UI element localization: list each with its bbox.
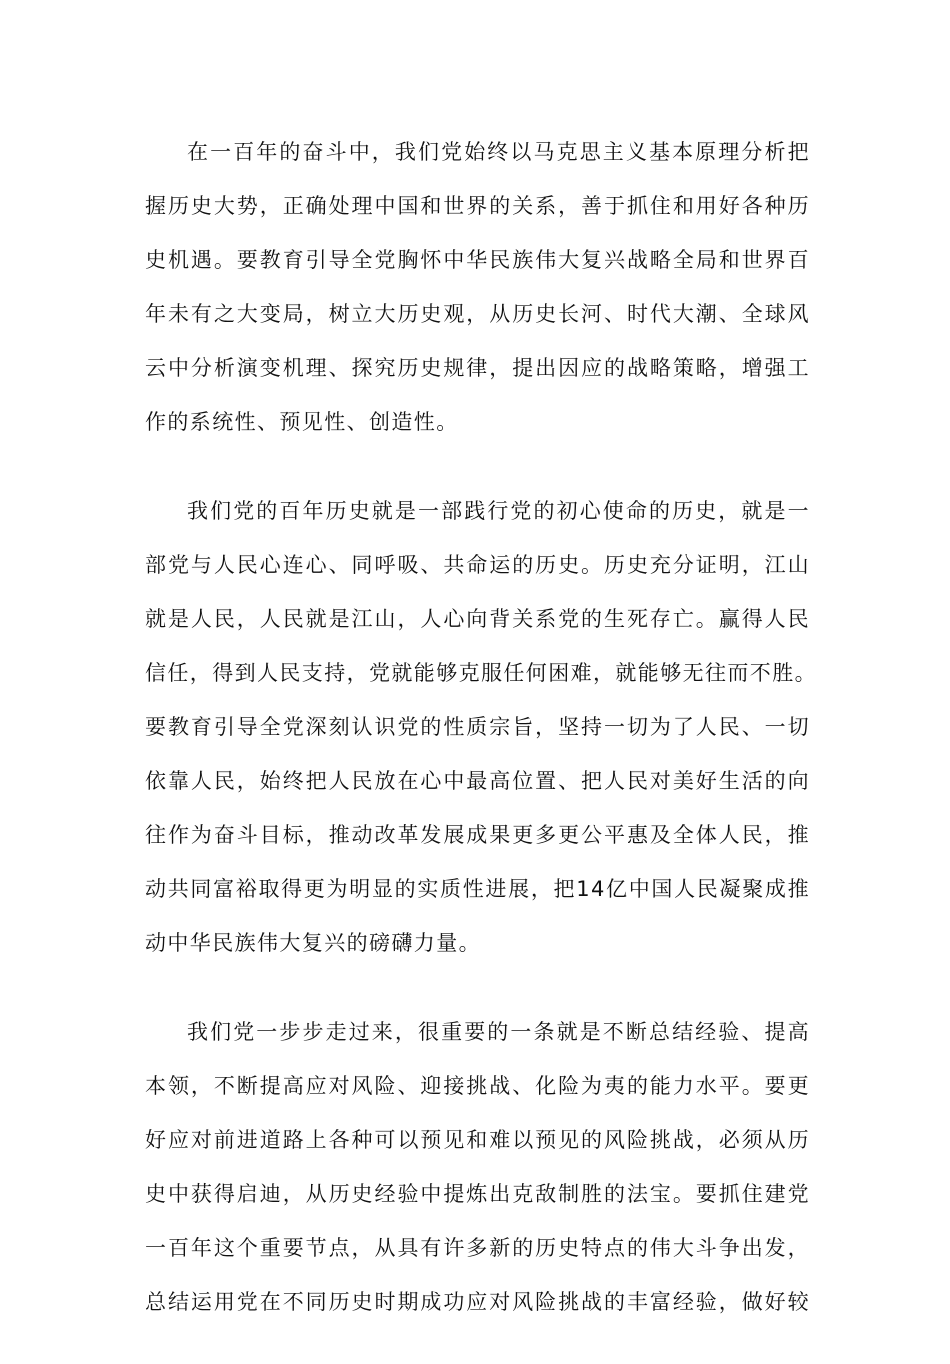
text-line: 要教育引导全党深刻认识党的性质宗旨，坚持一切为了人民、一切 <box>145 715 810 739</box>
paragraph-2 <box>145 484 817 970</box>
text-line: 史中获得启迪，从历史经验中提炼出克敌制胜的法宝。要抓住建党 <box>145 1182 810 1206</box>
text-line: 好应对前进道路上各种可以预见和难以预见的风险挑战，必须从历 <box>145 1128 810 1152</box>
paragraph-1 <box>145 125 810 449</box>
text-line: 信任，得到人民支持，党就能够克服任何困难，就能够无往而不胜。 <box>145 661 817 685</box>
text-line: 云中分析演变机理、探究历史规律，提出因应的战略策略，增强工 <box>145 356 810 380</box>
text-line: 部党与人民心连心、同呼吸、共命运的历史。历史充分证明，江山 <box>145 553 810 577</box>
text-line: 就是人民，人民就是江山，人心向背关系党的生死存亡。赢得人民 <box>145 607 810 631</box>
text-line: 我们党一步步走过来，很重要的一条就是不断总结经验、提高 <box>187 1020 810 1044</box>
text-line: 握历史大势，正确处理中国和世界的关系，善于抓住和用好各种历 <box>145 194 810 218</box>
text-line: 动中华民族伟大复兴的磅礴力量。 <box>145 931 481 955</box>
text-line: 年未有之大变局，树立大历史观，从历史长河、时代大潮、全球风 <box>145 302 810 326</box>
text-line: 依靠人民，始终把人民放在心中最高位置、把人民对美好生活的向 <box>145 769 810 793</box>
document-body <box>145 125 817 1364</box>
text-line: 作的系统性、预见性、创造性。 <box>145 410 459 434</box>
text-line: 在一百年的奋斗中，我们党始终以马克思主义基本原理分析把 <box>187 140 810 164</box>
paragraph-3 <box>145 1005 810 1329</box>
text-line: 动共同富裕取得更为明显的实质性进展，把14亿中国人民凝聚成推 <box>145 877 810 901</box>
text-line: 一百年这个重要节点，从具有许多新的历史特点的伟大斗争出发， <box>145 1236 810 1260</box>
text-line: 史机遇。要教育引导全党胸怀中华民族伟大复兴战略全局和世界百 <box>145 248 810 272</box>
text-line: 我们党的百年历史就是一部践行党的初心使命的历史，就是一 <box>187 499 810 523</box>
text-line: 本领，不断提高应对风险、迎接挑战、化险为夷的能力水平。要更 <box>145 1074 810 1098</box>
text-line: 往作为奋斗目标，推动改革发展成果更多更公平惠及全体人民，推 <box>145 823 810 847</box>
text-line: 总结运用党在不同历史时期成功应对风险挑战的丰富经验，做好较 <box>145 1290 810 1314</box>
